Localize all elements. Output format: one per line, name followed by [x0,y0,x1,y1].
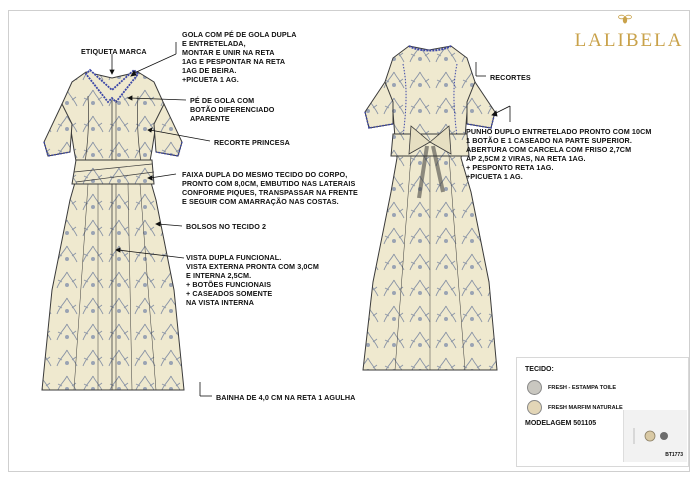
note-etiqueta-marca: ETIQUETA MARCA [81,47,147,56]
note-gola: GOLA COM PÉ DE GOLA DUPLA E ENTRETELADA, MONTAR E UNIR NA RETA 1AG E PESPONTAR NA RETA 1AG DE BEIRA. +PICUETA 1 AG. [182,30,297,84]
brand-logo: LALIBELA [574,30,684,51]
fabric-2-label: FRESH MARFIM NATURALE [548,404,623,411]
note-recortes: RECORTES [490,73,531,82]
fabric-row-2 [527,400,623,415]
note-bolsos: BOLSOS NO TECIDO 2 [186,222,267,231]
fabric-1-label: FRESH - ESTAMPA TOILE [548,384,617,391]
note-pe-de-gola: PÉ DE GOLA COM BOTÃO DIFERENCIADO APARENTE [190,96,275,123]
button-photo [623,410,687,462]
button-code: BT1773 [665,452,683,458]
note-recorte-princesa: RECORTE PRINCESA [214,138,290,147]
fabric-title: TECIDO: [525,366,554,373]
note-punho-duplo: PUNHO DUPLO ENTRETELADO PRONTO COM 10CM 1 BOTÃO E 1 CASEADO NA PARTE SUPERIOR. ABERTURA COM CARCELA COM FRISO 2,7CM AP 2,5CM 2 VIRAS, NA RETA 1AG. + PESPONTO RETA 1AG. +PICUETA 1 AG. [466,127,652,181]
fabric-spec-box [516,357,689,467]
marfim-swatch [527,400,542,415]
note-vista-dupla: VISTA DUPLA FUNCIONAL. VISTA EXTERNA PRONTA COM 3,0CM E INTERNA 2,5CM. + BOTÕES FUNCIONAIS + CASEADOS SOMENTE NA VISTA INTERNA [186,253,319,307]
modelagem-code: MODELAGEM 501105 [525,420,597,427]
note-faixa-dupla: FAIXA DUPLA DO MESMO TECIDO DO CORPO, PRONTO COM 8,0CM, EMBUTIDO NAS LATERAIS CONFORME PIQUES, TRANSPASSAR NA FRENTE E SEGUIR COM AMARRAÇÃO NAS COSTAS. [182,170,358,206]
toile-swatch [527,380,542,395]
note-bainha: BAINHA DE 4,0 CM NA RETA 1 AGULHA [216,393,356,402]
fabric-row-1 [527,380,616,395]
